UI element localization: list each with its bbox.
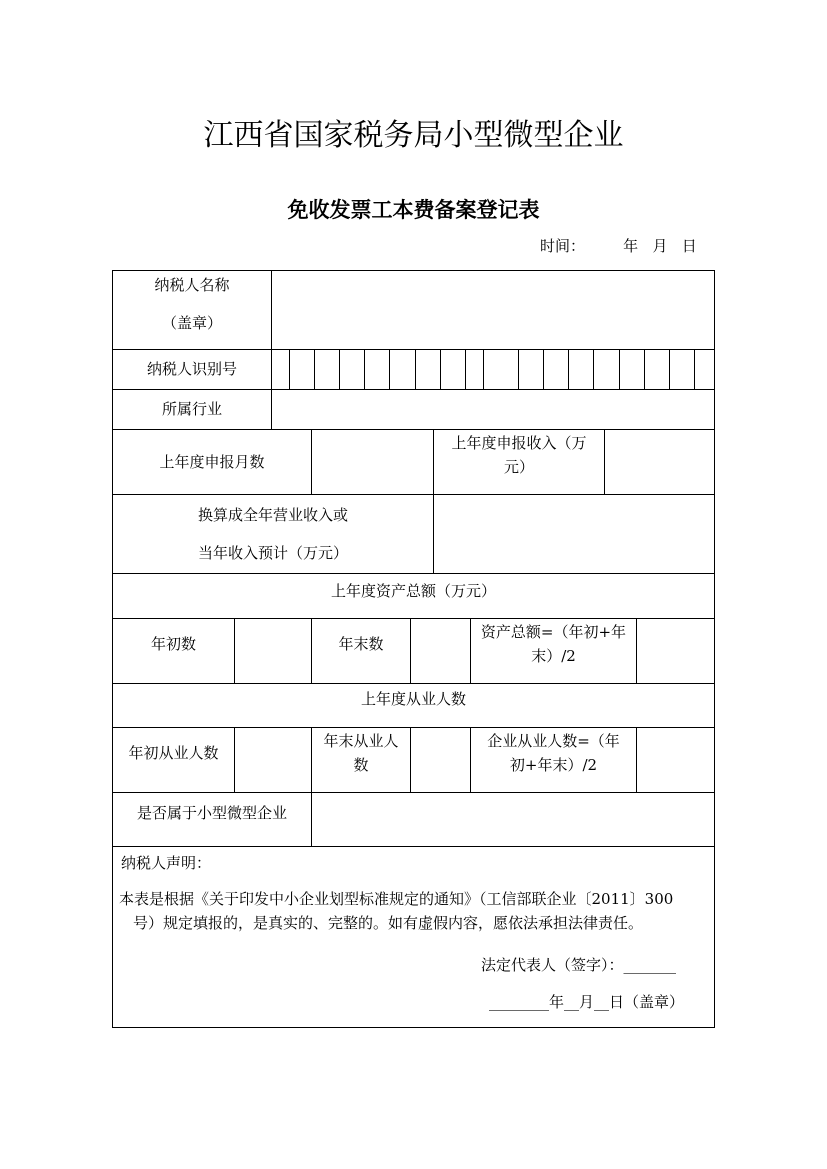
taxpayer-id-text: 纳税人识别号 (146, 360, 237, 378)
id-box-divider (543, 349, 544, 389)
prev-year-months-text: 上年度申报月数 (159, 452, 265, 471)
date-seal-line[interactable]: ________年__月__日（盖章） (489, 993, 685, 1011)
begin-employees-field[interactable] (235, 727, 311, 792)
id-box-divider (593, 349, 594, 389)
annualized-income-text-2: 当年收入预计（万元） (197, 543, 348, 562)
year-begin-text: 年初数 (150, 635, 196, 653)
id-box-divider (568, 349, 569, 389)
industry-field[interactable] (272, 389, 714, 429)
declaration-body-line2: 号）规定填报的，是真实的、完整的。如有虚假内容，愿依法承担法律责任。 (133, 914, 644, 932)
id-box-divider (619, 349, 620, 389)
taxpayer-name-label (113, 273, 271, 349)
year-end-text: 年末数 (338, 635, 384, 653)
total-assets-header (113, 573, 714, 609)
prev-year-months-field[interactable] (312, 429, 433, 494)
employee-formula-text-1: 企业从业人数=（年 (487, 732, 620, 750)
seal-label: （盖章） (161, 314, 222, 332)
end-employees-text-1: 年末从业人 (323, 732, 399, 750)
year-begin-assets-field[interactable] (235, 618, 311, 683)
annualized-income-text-1: 换算成全年营业收入或 (197, 505, 348, 524)
id-box-divider (518, 349, 519, 389)
begin-employees-text: 年初从业人数 (128, 744, 219, 762)
id-box-divider (415, 349, 416, 389)
prev-year-income-label (434, 429, 604, 494)
prev-year-months-label (113, 429, 311, 494)
id-box-divider (483, 349, 484, 389)
taxpayer-name-text: 纳税人名称 (154, 276, 230, 294)
is-small-micro-text: 是否属于小型微型企业 (136, 804, 287, 822)
year-begin-label (113, 618, 234, 670)
registration-table (112, 270, 715, 1028)
employees-header-text: 上年度从业人数 (360, 690, 466, 708)
total-employees-field[interactable] (637, 727, 714, 792)
industry-label (113, 389, 271, 429)
prev-year-income-text-2: 元） (503, 458, 534, 476)
date-line: 时间： 年 月 日 (540, 237, 697, 255)
row-divider (113, 846, 714, 847)
asset-formula-text-2: 末）/2 (531, 647, 576, 665)
form-title: 江西省国家税务局小型微型企业 (203, 118, 624, 153)
industry-text: 所属行业 (161, 400, 222, 418)
id-box-divider (364, 349, 365, 389)
prev-year-income-text-1: 上年度申报收入（万 (451, 434, 587, 452)
id-box-divider (669, 349, 670, 389)
end-employees-label (312, 727, 410, 779)
id-box-divider (389, 349, 390, 389)
id-box-divider (314, 349, 315, 389)
taxpayer-name-field[interactable] (272, 271, 714, 349)
id-box-divider (694, 349, 695, 389)
end-employees-field[interactable] (411, 727, 470, 792)
total-assets-header-text: 上年度资产总额（万元） (330, 582, 496, 600)
form-subtitle: 免收发票工本费备案登记表 (287, 197, 540, 222)
is-small-micro-label (113, 792, 311, 834)
taxpayer-id-label (113, 349, 271, 389)
signature-line[interactable]: 法定代表人（签字）：_______ (481, 956, 677, 974)
is-small-micro-field[interactable] (312, 792, 714, 846)
asset-formula-label (471, 618, 636, 683)
id-box-divider (644, 349, 645, 389)
employee-formula-label (471, 727, 636, 792)
end-employees-text-2: 数 (353, 756, 369, 774)
declaration-body-line1: 本表是根据《关于印发中小企业划型标准规定的通知》（工信部联企业〔2011〕300 (119, 890, 674, 908)
id-box-divider (440, 349, 441, 389)
begin-employees-label (113, 727, 234, 779)
year-end-label (312, 618, 410, 670)
id-box-divider (339, 349, 340, 389)
prev-year-income-field[interactable] (605, 429, 714, 494)
declaration-heading: 纳税人声明： (121, 854, 212, 872)
year-end-assets-field[interactable] (411, 618, 470, 683)
annualized-income-label (113, 494, 433, 573)
employees-header (113, 683, 714, 715)
annualized-income-field[interactable] (434, 494, 714, 573)
id-box-divider (289, 349, 290, 389)
id-box-divider (465, 349, 466, 389)
asset-formula-text-1: 资产总额=（年初+年 (480, 623, 627, 641)
employee-formula-text-2: 初+年末）/2 (509, 756, 598, 774)
total-assets-field[interactable] (637, 618, 714, 683)
